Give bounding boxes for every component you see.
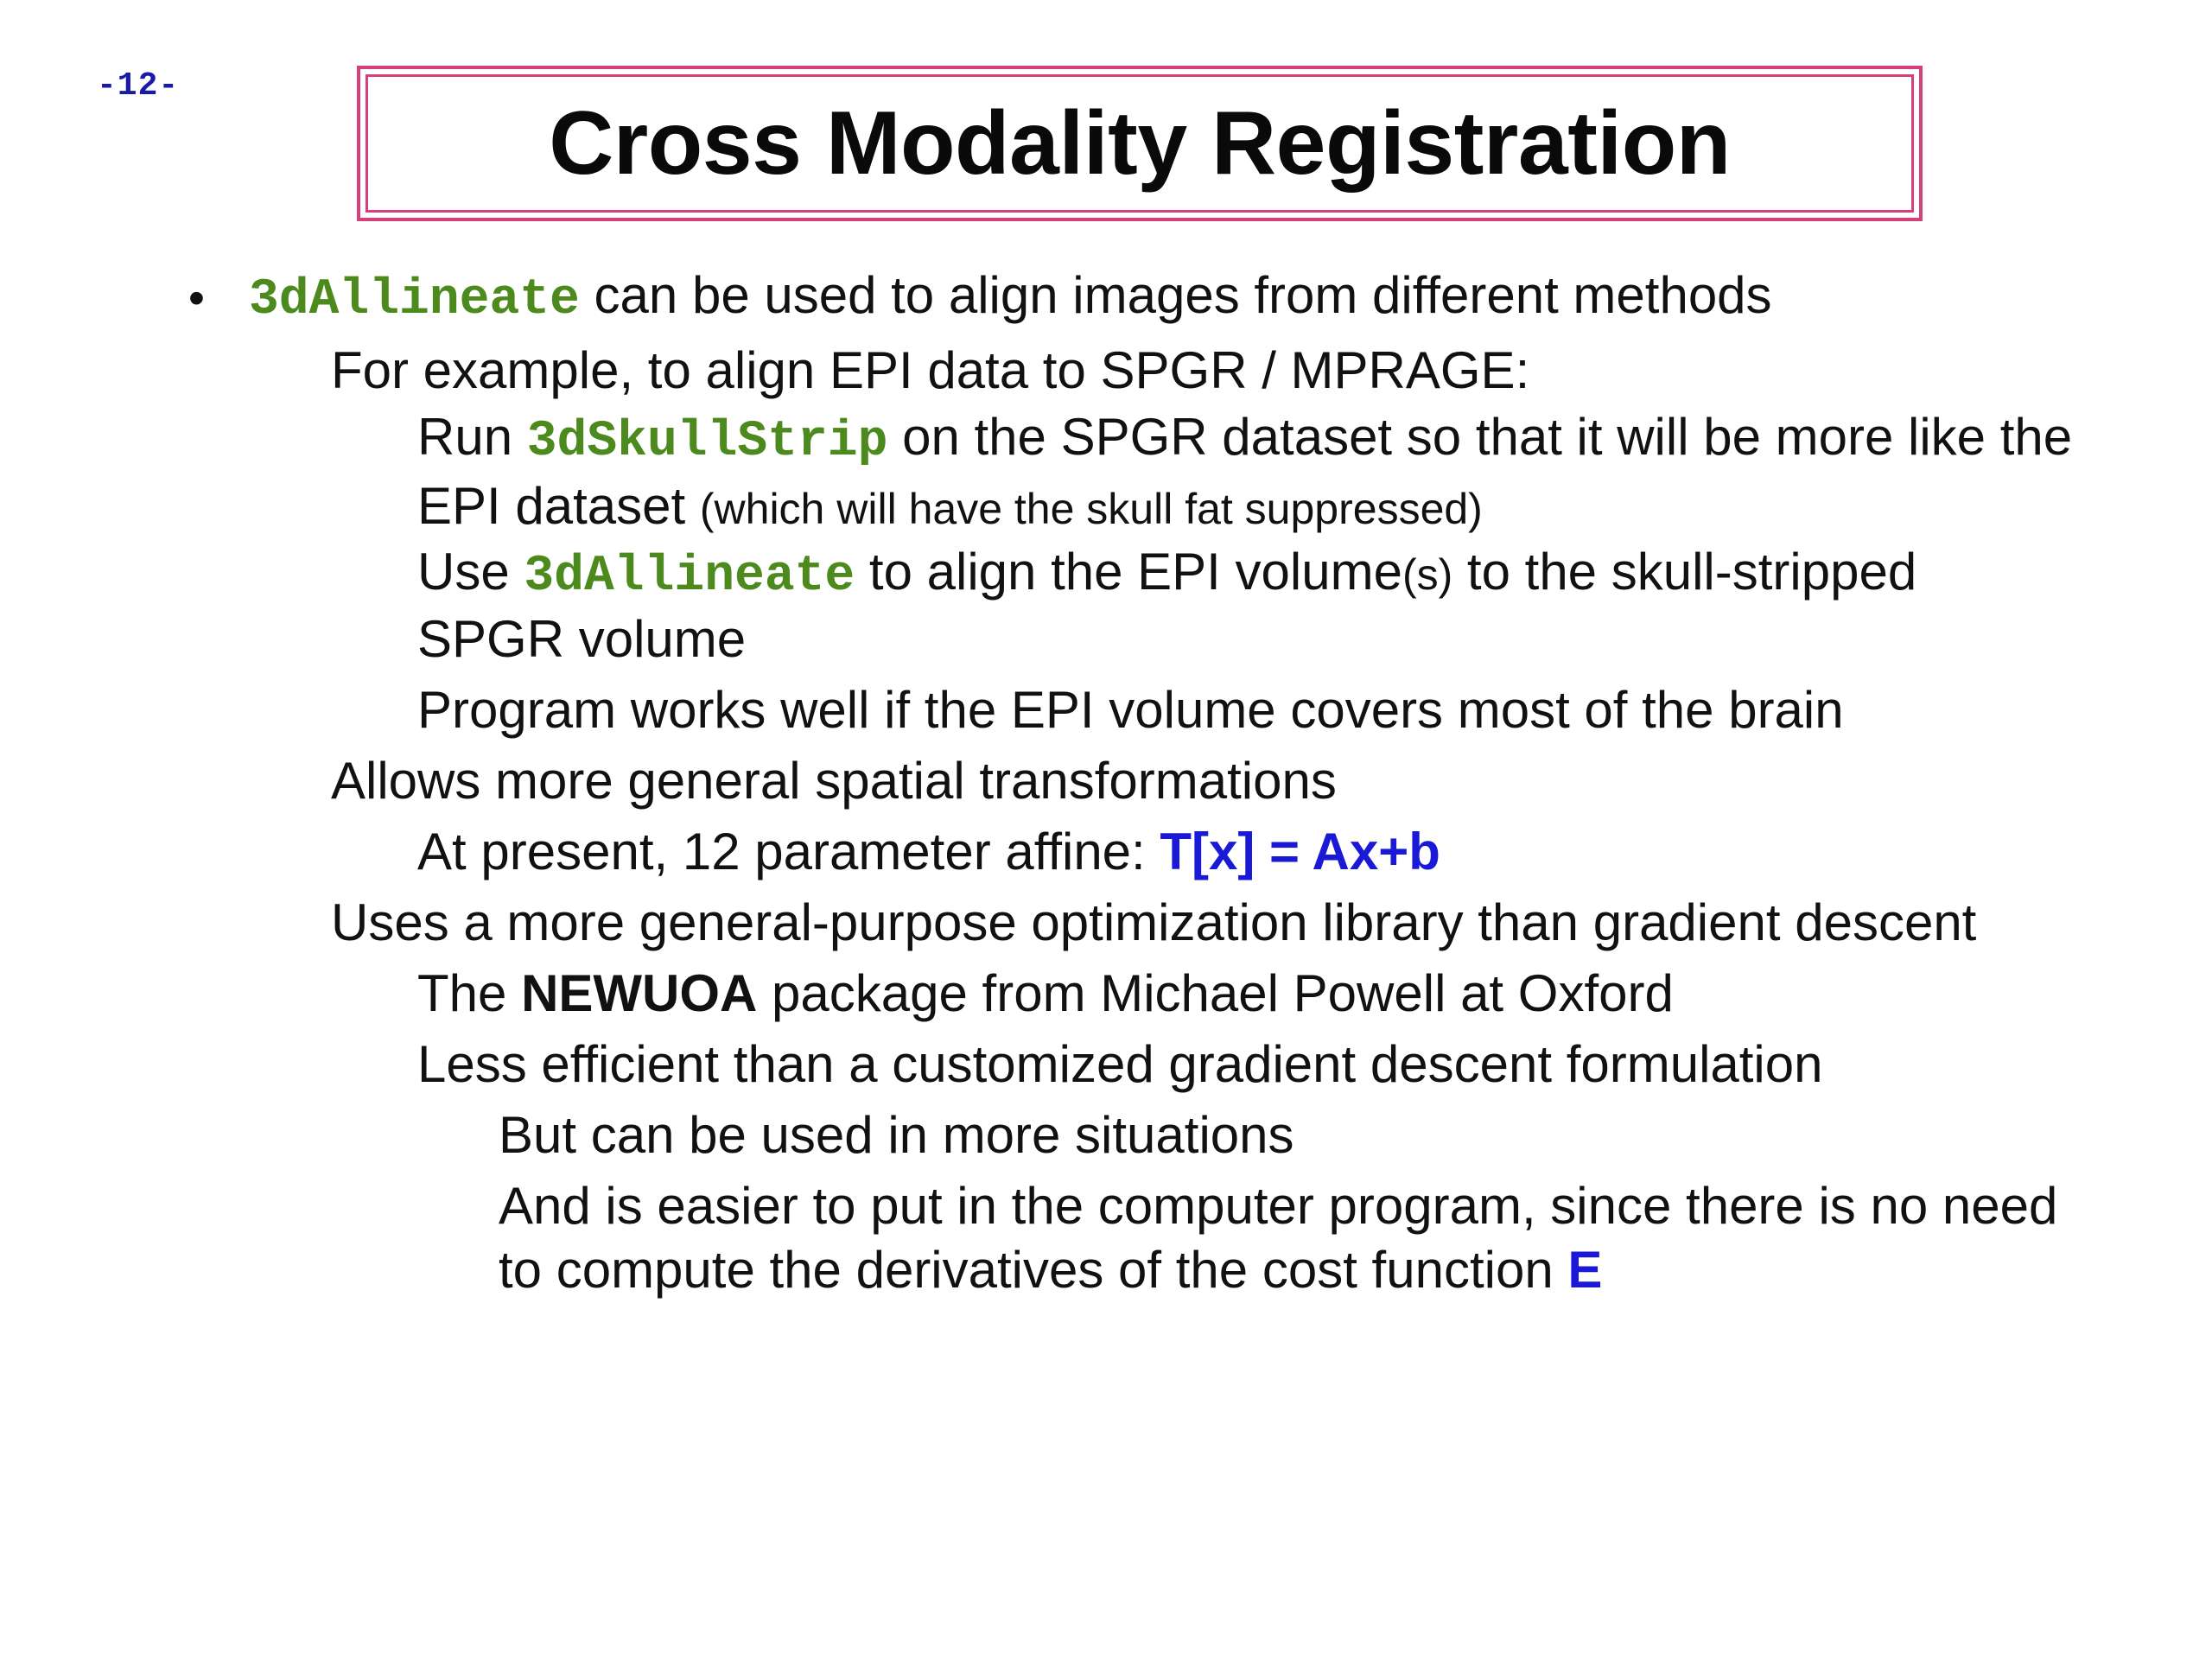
line-15 [499, 1241, 1603, 1299]
line-11-pre: The [417, 964, 522, 1022]
line-5 [417, 543, 1917, 605]
line-6: SPGR volume [417, 610, 747, 668]
line-8: Allows more general spatial transformations [331, 752, 1337, 810]
line-9-pre: At present, 12 parameter affine: [417, 823, 1160, 880]
title-box [357, 66, 1923, 221]
line-12: Less efficient than a customized gradient descent formulation [417, 1035, 1823, 1093]
line-5-mid: to align the EPI volume [855, 543, 1402, 601]
line-3-post: on the SPGR dataset so that it will be more like the [887, 408, 2073, 466]
line-10: Uses a more general-purpose optimization library than gradient descent [331, 893, 1977, 951]
line-5-small: (s) [1402, 550, 1453, 599]
command-3dallineate-2: 3dAllineate [524, 549, 855, 605]
affine-formula: T[x] = Ax+b [1160, 823, 1440, 880]
command-3dskullstrip: 3dSkullStrip [526, 414, 888, 470]
line-5-pre: Use [417, 543, 524, 601]
line-9 [417, 823, 1440, 880]
page-number: -12- [97, 67, 180, 105]
command-3dallineate: 3dAllineate [249, 272, 580, 328]
slide-title: Cross Modality Registration [549, 92, 1731, 194]
line-5-post: to the skull-stripped [1452, 543, 1917, 601]
bullet-dot: • [188, 272, 205, 324]
line-3 [417, 408, 2073, 470]
line-4 [417, 477, 1483, 535]
line-15-pre: to compute the derivatives of the cost function [499, 1241, 1568, 1299]
line-11 [417, 964, 1674, 1022]
line-14: And is easier to put in the computer program, since there is no need [499, 1177, 2058, 1235]
cost-function-symbol: E [1567, 1241, 1603, 1299]
line-3-pre: Run [417, 408, 527, 466]
line-2: For example, to align EPI data to SPGR / MPRAGE: [331, 341, 1530, 399]
line-4-pre: EPI dataset [417, 477, 700, 535]
line-11-post: package from Michael Powell at Oxford [757, 964, 1674, 1022]
line-7: Program works well if the EPI volume covers most of the brain [417, 681, 1844, 739]
newuoa-label: NEWUOA [521, 964, 758, 1022]
line-1-text: can be used to align images from different methods [579, 266, 1772, 324]
line-4-aside: (which will have the skull fat suppressed) [699, 485, 1483, 533]
line-13: But can be used in more situations [499, 1106, 1294, 1164]
line-1 [249, 266, 1772, 328]
